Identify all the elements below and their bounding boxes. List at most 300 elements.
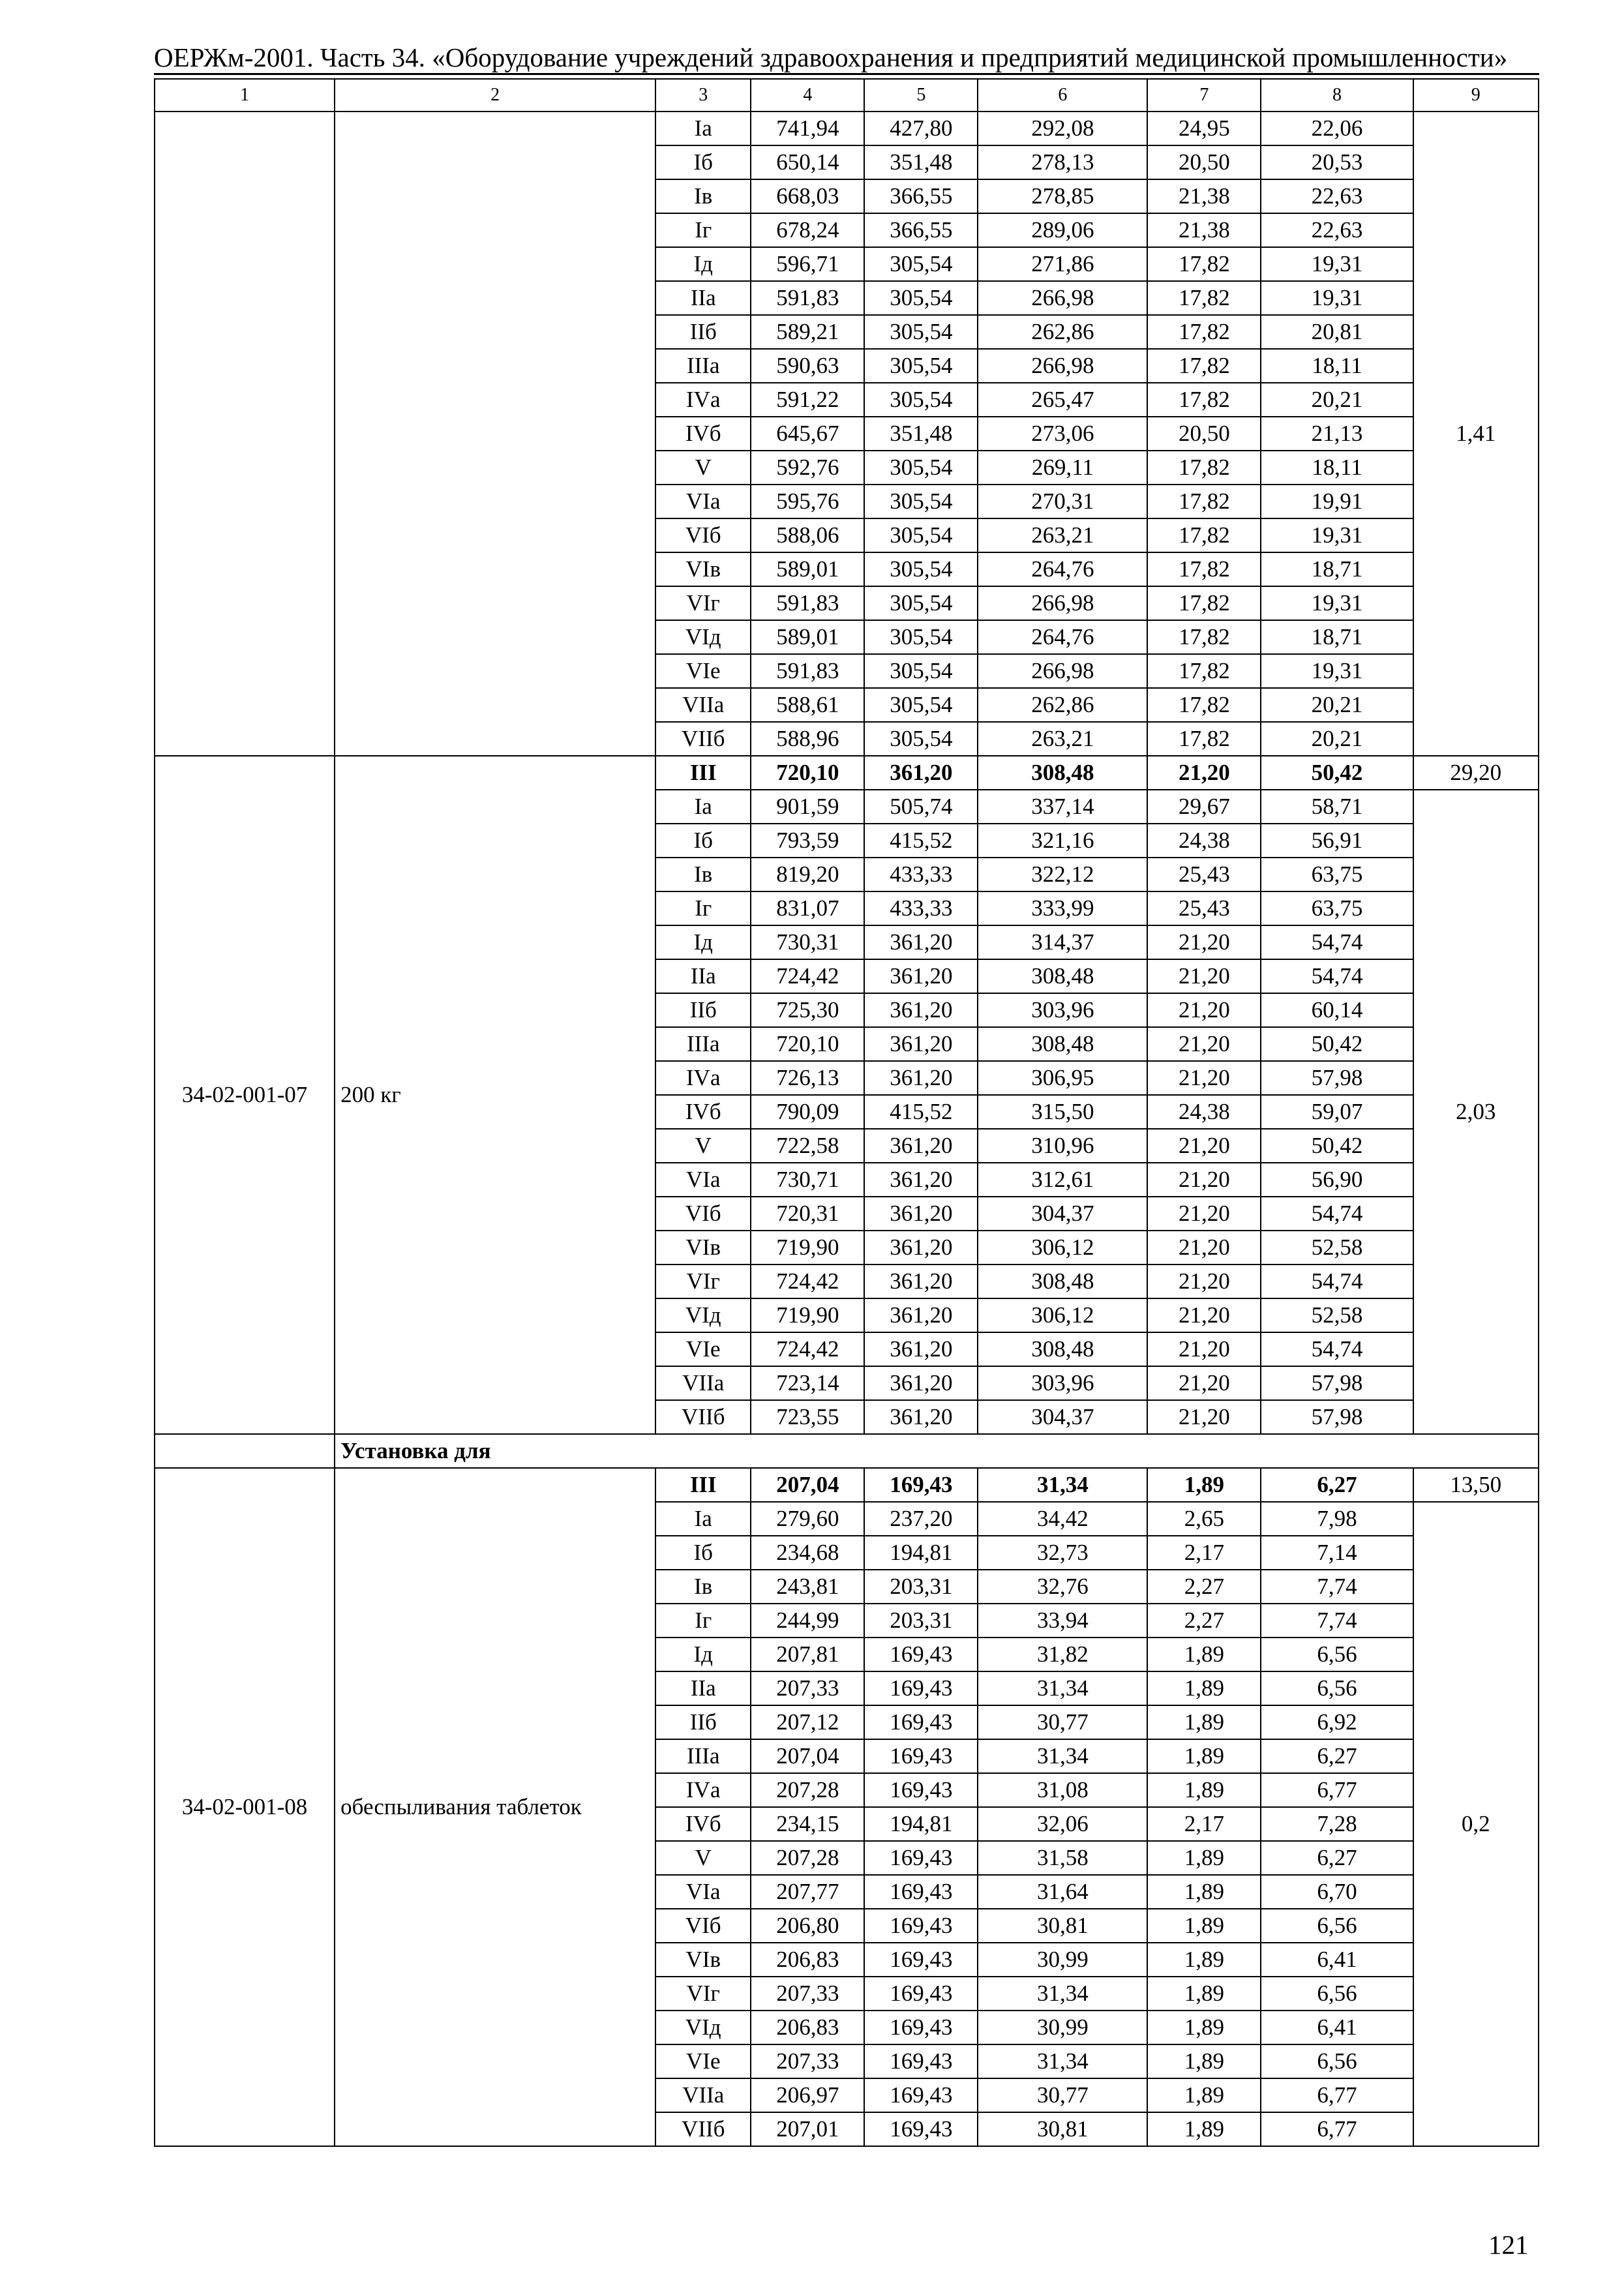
zone-cell: VIIа [655,2078,751,2112]
value-cell: 1,89 [1147,2112,1261,2146]
value-cell: 361,20 [864,1129,978,1163]
value-cell: 361,20 [864,925,978,959]
value-cell: 30,99 [978,2011,1147,2044]
value-cell: 60,14 [1261,993,1413,1027]
zone-cell: VIIа [655,688,751,722]
value-cell: 21,38 [1147,213,1261,247]
value-cell: 20,53 [1261,145,1413,179]
value-cell: 589,01 [751,552,864,586]
value-cell: 262,86 [978,315,1147,349]
value-cell: 6,41 [1261,1943,1413,1977]
value-cell: 19,31 [1261,654,1413,688]
value-cell: 207,28 [751,1841,864,1875]
value-cell: 790,09 [751,1095,864,1129]
value-cell: 21,20 [1147,959,1261,993]
value-cell: 21,20 [1147,1129,1261,1163]
column-number: 8 [1261,79,1413,112]
value-cell: 30,81 [978,1909,1147,1943]
value-cell: 305,54 [864,654,978,688]
value-cell: 21,20 [1147,1231,1261,1264]
value-cell: 720,10 [751,756,864,790]
value-cell: 266,98 [978,349,1147,383]
value-cell: 21,20 [1147,756,1261,790]
value-cell: 18,71 [1261,552,1413,586]
value-cell: 264,76 [978,620,1147,654]
value-cell: 6,56 [1261,1909,1413,1943]
value-cell: 31,64 [978,1875,1147,1909]
zone-cell: VIа [655,485,751,518]
value-cell: 21,20 [1147,993,1261,1027]
value-cell: 310,96 [978,1129,1147,1163]
value-cell: 169,43 [864,1875,978,1909]
value-cell: 31,34 [978,1671,1147,1705]
value-cell: 1,89 [1147,1909,1261,1943]
value-cell: 21,13 [1261,417,1413,451]
zone-cell: III [655,1468,751,1502]
zone-cell: Iв [655,179,751,213]
zone-cell: VIа [655,1875,751,1909]
value-cell: 17,82 [1147,247,1261,281]
value-cell: 30,99 [978,1943,1147,1977]
zone-cell: VIе [655,654,751,688]
zone-cell: IIб [655,315,751,349]
value-cell: 194,81 [864,1536,978,1570]
value-cell: 169,43 [864,1671,978,1705]
value-cell: 19,31 [1261,518,1413,552]
value-cell: 169,43 [864,1841,978,1875]
value-cell: 724,42 [751,959,864,993]
value-cell: 1,89 [1147,1739,1261,1773]
value-cell: 793,59 [751,824,864,858]
value-cell: 278,85 [978,179,1147,213]
zone-cell: IVа [655,1773,751,1807]
value-cell: 206,97 [751,2078,864,2112]
value-cell: 63,75 [1261,891,1413,925]
value-cell: 21,20 [1147,1027,1261,1061]
zone-cell: Iг [655,1604,751,1638]
page-number: 121 [1488,2230,1529,2260]
value-cell: 7,98 [1261,1502,1413,1536]
value-cell: 234,15 [751,1807,864,1841]
value-cell: 366,55 [864,213,978,247]
value-cell: 351,48 [864,145,978,179]
value-cell: 207,04 [751,1468,864,1502]
value-cell: 206,80 [751,1909,864,1943]
value-cell: 1,89 [1147,1841,1261,1875]
zone-cell: Iд [655,925,751,959]
value-cell: 24,95 [1147,112,1261,145]
value-cell: 588,96 [751,722,864,756]
zone-cell: VIа [655,1163,751,1197]
zone-cell: Iа [655,790,751,824]
value-cell: 433,33 [864,891,978,925]
value-cell: 741,94 [751,112,864,145]
value-cell: 361,20 [864,959,978,993]
value-cell: 1,89 [1147,1468,1261,1502]
value-cell: 20,21 [1261,383,1413,417]
zone-cell: VIв [655,1943,751,1977]
value-cell: 719,90 [751,1231,864,1264]
value-cell: 203,31 [864,1570,978,1604]
value-cell: 588,06 [751,518,864,552]
value-cell: 1,89 [1147,2078,1261,2112]
table-row [155,112,1539,145]
value-cell: 305,54 [864,485,978,518]
value-cell: 6,70 [1261,1875,1413,1909]
value-cell: 31,34 [978,1739,1147,1773]
zone-cell: VIг [655,586,751,620]
value-cell: 305,54 [864,518,978,552]
zone-cell: IVб [655,1095,751,1129]
code-cell [155,112,335,756]
value-cell: 22,06 [1261,112,1413,145]
zone-cell: IIIа [655,1027,751,1061]
value-cell: 34,42 [978,1502,1147,1536]
zone-cell: VIе [655,1332,751,1366]
value-cell: 20,81 [1261,315,1413,349]
value-cell: 169,43 [864,2078,978,2112]
value-cell: 819,20 [751,858,864,891]
value-cell: 7,14 [1261,1536,1413,1570]
value-cell: 25,43 [1147,858,1261,891]
value-cell: 305,54 [864,688,978,722]
value-cell: 595,76 [751,485,864,518]
zone-cell: VIIб [655,1400,751,1434]
value-cell: 6,56 [1261,1638,1413,1671]
value-cell: 21,38 [1147,179,1261,213]
value-cell: 361,20 [864,1298,978,1332]
value-cell: 54,74 [1261,1264,1413,1298]
value-cell: 306,95 [978,1061,1147,1095]
value-cell: 56,90 [1261,1163,1413,1197]
value-cell: 315,50 [978,1095,1147,1129]
zone-cell: IVа [655,1061,751,1095]
value-cell: 169,43 [864,1705,978,1739]
value-cell: 337,14 [978,790,1147,824]
value-cell: 6,56 [1261,2044,1413,2078]
value-cell: 266,98 [978,281,1147,315]
value-cell: 24,38 [1147,1095,1261,1129]
value-cell: 30,77 [978,1705,1147,1739]
zone-cell: VIд [655,2011,751,2044]
value-cell: 730,31 [751,925,864,959]
value-cell: 1,89 [1147,1638,1261,1671]
value-cell: 17,82 [1147,349,1261,383]
zone-cell: IIа [655,281,751,315]
value-cell: 63,75 [1261,858,1413,891]
value-cell: 17,82 [1147,654,1261,688]
value-cell: 505,74 [864,790,978,824]
value-cell: 305,54 [864,349,978,383]
value-cell: 6,27 [1261,1841,1413,1875]
value-cell: 243,81 [751,1570,864,1604]
zone-cell: VIд [655,1298,751,1332]
value-cell: 52,58 [1261,1298,1413,1332]
value-cell: 2,65 [1147,1502,1261,1536]
value-cell: 17,82 [1147,688,1261,722]
zone-cell: VIе [655,2044,751,2078]
value-cell: 207,81 [751,1638,864,1671]
value-cell: 1,89 [1147,1705,1261,1739]
value-cell: 305,54 [864,247,978,281]
zone-cell: VIд [655,620,751,654]
value-cell: 591,83 [751,654,864,688]
value-cell: 207,33 [751,1977,864,2011]
value-cell: 169,43 [864,2112,978,2146]
zone-cell: VIIб [655,2112,751,2146]
value-cell: 207,04 [751,1739,864,1773]
name-cell [335,112,655,756]
value-cell: 19,91 [1261,485,1413,518]
value-cell: 305,54 [864,552,978,586]
value-cell: 361,20 [864,1400,978,1434]
value-cell: 361,20 [864,1027,978,1061]
value-cell: 305,54 [864,586,978,620]
value-cell: 361,20 [864,1366,978,1400]
value-cell: 169,43 [864,1943,978,1977]
value-cell: 263,21 [978,518,1147,552]
table-row [155,1468,1539,1502]
value-cell: 725,30 [751,993,864,1027]
value-cell: 271,86 [978,247,1147,281]
zone-cell: IVб [655,417,751,451]
value-cell: 21,20 [1147,1366,1261,1400]
value-cell: 668,03 [751,179,864,213]
value-cell: 720,10 [751,1027,864,1061]
value-cell: 292,08 [978,112,1147,145]
value-cell: 31,34 [978,2044,1147,2078]
value-cell: 20,21 [1261,722,1413,756]
value-cell: 7,28 [1261,1807,1413,1841]
value-cell: 18,11 [1261,451,1413,485]
value-cell: 831,07 [751,891,864,925]
value-cell: 645,67 [751,417,864,451]
value-cell: 50,42 [1261,1129,1413,1163]
value-cell: 591,83 [751,586,864,620]
column-number: 3 [655,79,751,112]
value-cell: 22,63 [1261,213,1413,247]
value-cell: 24,38 [1147,824,1261,858]
value-cell: 305,54 [864,383,978,417]
value-cell: 21,20 [1147,1163,1261,1197]
value-cell: 17,82 [1147,485,1261,518]
zone-cell: Iг [655,213,751,247]
table-body [155,112,1539,2146]
value-cell: 58,71 [1261,790,1413,824]
value-cell: 588,61 [751,688,864,722]
value-cell: 29,67 [1147,790,1261,824]
value-cell: 17,82 [1147,383,1261,417]
column-number: 2 [335,79,655,112]
value-cell: 361,20 [864,756,978,790]
value-cell: 264,76 [978,552,1147,586]
value-cell: 361,20 [864,1231,978,1264]
value-cell: 206,83 [751,1943,864,1977]
value-cell: 719,90 [751,1298,864,1332]
value-cell: 2,27 [1147,1570,1261,1604]
value-cell: 1,89 [1147,2011,1261,2044]
value-cell: 25,43 [1147,891,1261,925]
value-cell: 305,54 [864,281,978,315]
value-cell: 723,14 [751,1366,864,1400]
value-cell: 207,12 [751,1705,864,1739]
value-cell: 650,14 [751,145,864,179]
zone-cell: Iд [655,247,751,281]
value-cell: 306,12 [978,1231,1147,1264]
value-cell: 20,50 [1147,145,1261,179]
value-cell: 427,80 [864,112,978,145]
value-cell: 30,81 [978,2112,1147,2146]
value-cell: 206,83 [751,2011,864,2044]
value-cell: 1,89 [1147,1977,1261,2011]
value-cell: 32,06 [978,1807,1147,1841]
value-cell: 678,24 [751,213,864,247]
value-cell: 18,71 [1261,620,1413,654]
zone-cell: VIв [655,1231,751,1264]
value-cell: 589,01 [751,620,864,654]
value-cell: 724,42 [751,1332,864,1366]
value-cell: 169,43 [864,1638,978,1671]
value-cell: 6,56 [1261,1977,1413,2011]
value-cell: 314,37 [978,925,1147,959]
zone-cell: Iг [655,891,751,925]
value-cell: 366,55 [864,179,978,213]
zone-cell: Iд [655,1638,751,1671]
section-row [155,1434,1539,1468]
col9-cell: 29,20 [1413,756,1539,790]
value-cell: 279,60 [751,1502,864,1536]
value-cell: 21,20 [1147,1264,1261,1298]
value-cell: 361,20 [864,1264,978,1298]
value-cell: 33,94 [978,1604,1147,1638]
value-cell: 303,96 [978,1366,1147,1400]
zone-cell: Iа [655,112,751,145]
name-cell: обеспыливания таблеток [335,1468,655,2146]
value-cell: 263,21 [978,722,1147,756]
section-title: Установка для [335,1434,1539,1468]
value-cell: 17,82 [1147,315,1261,349]
table-row [155,756,1539,790]
value-cell: 1,89 [1147,1671,1261,1705]
value-cell: 722,58 [751,1129,864,1163]
value-cell: 194,81 [864,1807,978,1841]
value-cell: 361,20 [864,1332,978,1366]
value-cell: 2,27 [1147,1604,1261,1638]
value-cell: 2,17 [1147,1807,1261,1841]
value-cell: 169,43 [864,1909,978,1943]
value-cell: 6,77 [1261,1773,1413,1807]
value-cell: 20,50 [1147,417,1261,451]
value-cell: 308,48 [978,1027,1147,1061]
value-cell: 17,82 [1147,552,1261,586]
value-cell: 592,76 [751,451,864,485]
value-cell: 726,13 [751,1061,864,1095]
value-cell: 6,27 [1261,1739,1413,1773]
value-cell: 54,74 [1261,1332,1413,1366]
value-cell: 17,82 [1147,722,1261,756]
value-cell: 21,20 [1147,1061,1261,1095]
value-cell: 305,54 [864,722,978,756]
value-cell: 31,08 [978,1773,1147,1807]
value-cell: 54,74 [1261,925,1413,959]
value-cell: 308,48 [978,1332,1147,1366]
value-cell: 244,99 [751,1604,864,1638]
value-cell: 361,20 [864,1197,978,1231]
value-cell: 169,43 [864,2044,978,2078]
value-cell: 723,55 [751,1400,864,1434]
zone-cell: Iб [655,145,751,179]
value-cell: 321,16 [978,824,1147,858]
zone-cell: VIIб [655,722,751,756]
value-cell: 415,52 [864,824,978,858]
value-cell: 18,11 [1261,349,1413,383]
value-cell: 20,21 [1261,688,1413,722]
zone-cell: VIб [655,518,751,552]
zone-cell: IIб [655,1705,751,1739]
value-cell: 31,58 [978,1841,1147,1875]
value-cell: 237,20 [864,1502,978,1536]
value-cell: 312,61 [978,1163,1147,1197]
value-cell: 278,13 [978,145,1147,179]
value-cell: 361,20 [864,1163,978,1197]
value-cell: 262,86 [978,688,1147,722]
zone-cell: V [655,1129,751,1163]
value-cell: 361,20 [864,1061,978,1095]
column-number: 4 [751,79,864,112]
value-cell: 304,37 [978,1197,1147,1231]
value-cell: 305,54 [864,451,978,485]
value-cell: 207,33 [751,1671,864,1705]
value-cell: 203,31 [864,1604,978,1638]
value-cell: 56,91 [1261,824,1413,858]
zone-cell: IIIа [655,1739,751,1773]
value-cell: 59,07 [1261,1095,1413,1129]
value-cell: 289,06 [978,213,1147,247]
value-cell: 57,98 [1261,1366,1413,1400]
value-cell: 50,42 [1261,756,1413,790]
value-cell: 6,41 [1261,2011,1413,2044]
value-cell: 207,33 [751,2044,864,2078]
value-cell: 1,89 [1147,1875,1261,1909]
value-cell: 2,17 [1147,1536,1261,1570]
zone-cell: IVа [655,383,751,417]
value-cell: 590,63 [751,349,864,383]
col9-cell: 2,03 [1413,790,1539,1434]
column-number: 9 [1413,79,1539,112]
value-cell: 207,01 [751,2112,864,2146]
zone-cell: Iа [655,1502,751,1536]
column-number: 7 [1147,79,1261,112]
value-cell: 21,20 [1147,925,1261,959]
value-cell: 730,71 [751,1163,864,1197]
value-cell: 54,74 [1261,1197,1413,1231]
value-cell: 21,20 [1147,1298,1261,1332]
value-cell: 269,11 [978,451,1147,485]
value-cell: 234,68 [751,1536,864,1570]
value-cell: 22,63 [1261,179,1413,213]
value-cell: 720,31 [751,1197,864,1231]
value-cell: 303,96 [978,993,1147,1027]
zone-cell: VIв [655,552,751,586]
column-number: 5 [864,79,978,112]
value-cell: 17,82 [1147,518,1261,552]
zone-cell: VIб [655,1197,751,1231]
value-cell: 273,06 [978,417,1147,451]
col9-cell: 0,2 [1413,1502,1539,2146]
header-rule [154,73,1539,75]
zone-cell: V [655,1841,751,1875]
zone-cell: Iв [655,858,751,891]
